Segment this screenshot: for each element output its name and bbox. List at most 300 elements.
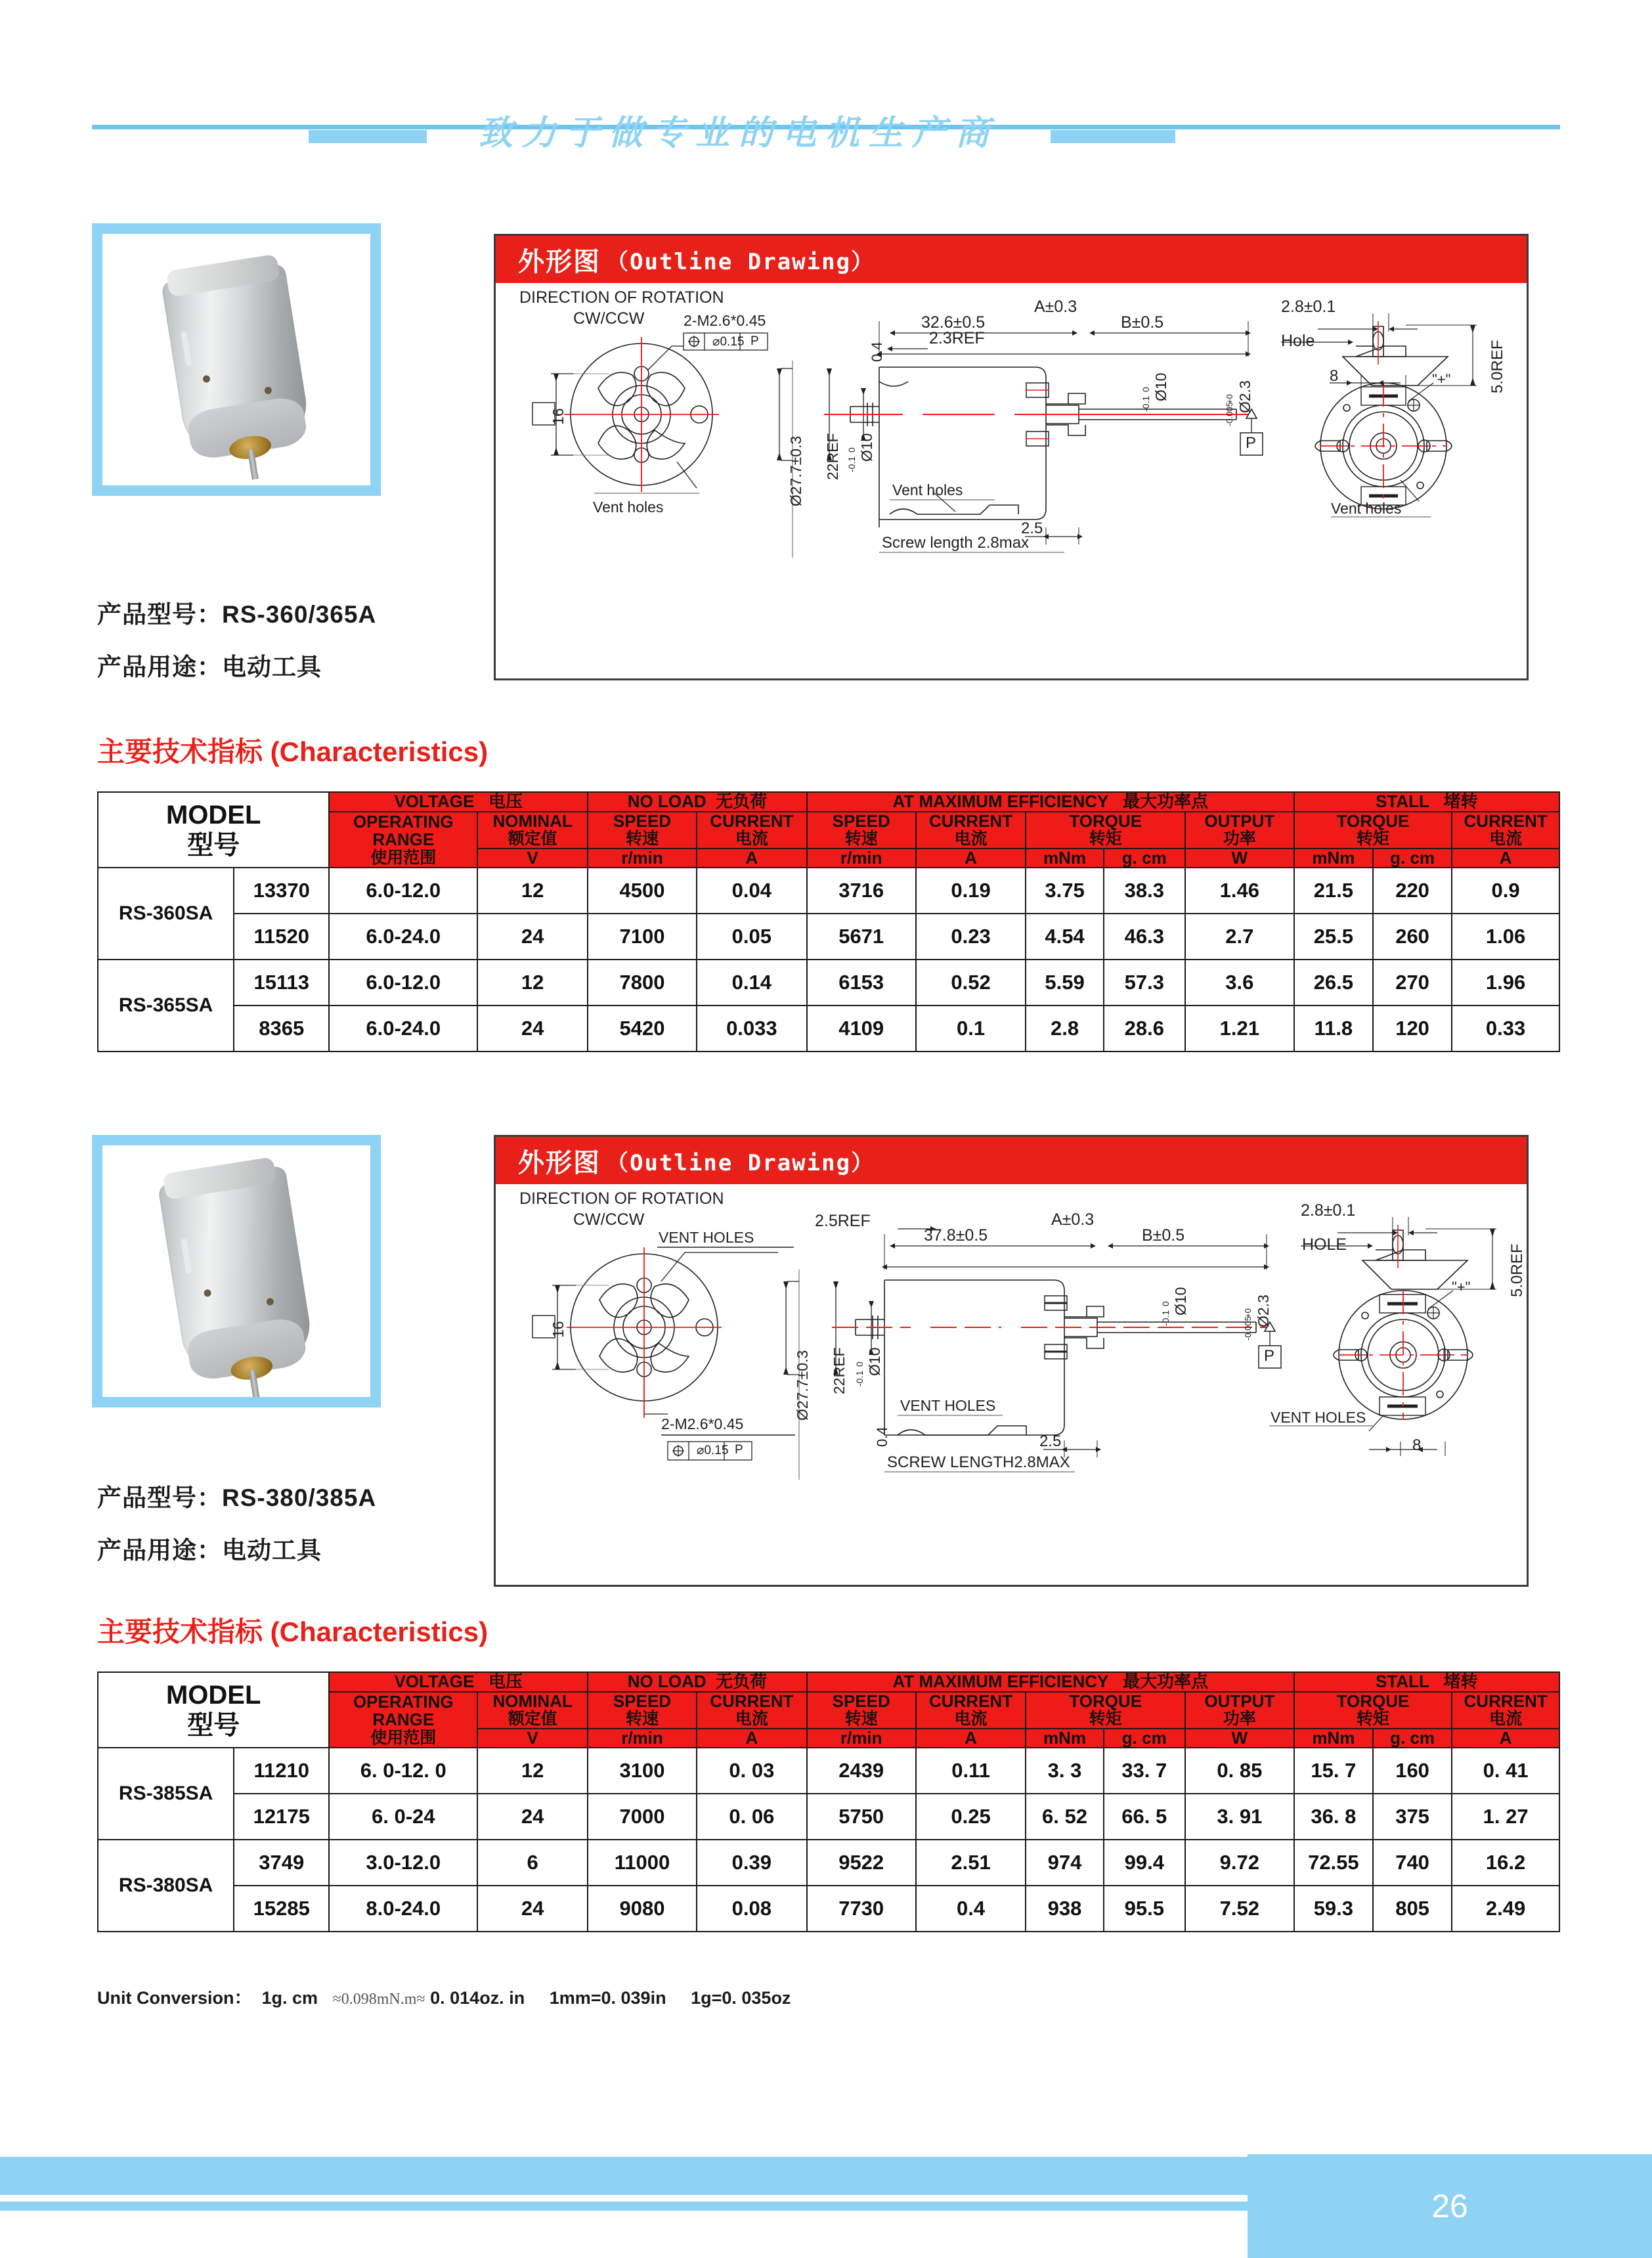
cell-st-current: 2.49: [1452, 1886, 1559, 1932]
table-2-stall-en: STALL: [1376, 1671, 1429, 1691]
dia-10-label-2: Ø10: [866, 1347, 883, 1376]
cell-output: 9.72: [1185, 1840, 1294, 1886]
cell-nl-speed: 3100: [588, 1748, 697, 1794]
table-2-col-st-current: [1452, 1692, 1559, 1729]
cell-me-torque-mnm: 3. 3: [1026, 1748, 1103, 1794]
table-2-unit-me-torque-mnm: mNm: [1026, 1729, 1103, 1748]
table-2-model-cell: [98, 1672, 329, 1748]
table-2-unit-nl-current: A: [697, 1729, 807, 1748]
unit-conversion-part1: 1g. cm: [261, 1988, 318, 2008]
screw-length-label-1: Screw length 2.8max: [882, 534, 1030, 552]
cell-st-current: 1.06: [1452, 914, 1559, 960]
dia-27-7-label-1: Ø27.7±0.3: [787, 435, 804, 506]
table-2-voltage-cn: 电压: [488, 1671, 523, 1691]
cell-st-current: 0. 41: [1452, 1748, 1559, 1794]
banner-cn-2: 外形图: [518, 1148, 601, 1178]
plus-mark-label-1: "+": [1432, 371, 1451, 387]
footer-bar: [0, 2157, 1405, 2195]
table-1-col-nominal-en: NOMINAL: [492, 810, 573, 831]
table-row: [98, 1886, 1559, 1932]
cell-range: 3.0-12.0: [329, 1840, 477, 1886]
dia-2-3-tol-dn-2: -0.005: [1243, 1316, 1253, 1340]
cell-me-current: 0.11: [916, 1748, 1026, 1794]
table-1-col-me-current-en: CURRENT: [928, 810, 1013, 831]
dia-2-3-tol-up-2: +0: [1243, 1308, 1253, 1318]
cell-nl-current: 0. 03: [697, 1748, 807, 1794]
product-usage-label-2: 产品用途：: [97, 1537, 222, 1564]
cell-me-torque-mnm: 974: [1026, 1840, 1103, 1886]
dia-10-shaft-tol-up-1: 0: [1141, 387, 1151, 392]
table-1-unit-me-speed: r/min: [807, 849, 916, 868]
table-2-group-header-row: [98, 1672, 1559, 1692]
cell-me-torque-mnm: 2.8: [1026, 1006, 1103, 1052]
cell-st-torque-mnm: 25.5: [1294, 914, 1373, 960]
table-1-col-nl-current: [697, 812, 807, 849]
table-1-unit-output: W: [1185, 849, 1294, 868]
table-2-maxeff-en: AT MAXIMUM EFFICIENCY: [892, 1671, 1109, 1691]
table-2-col-output-en: OUTPUT: [1204, 1691, 1275, 1711]
table-2-unit-me-torque-gcm: g. cm: [1104, 1729, 1185, 1748]
cell-me-torque-gcm: 57.3: [1104, 960, 1185, 1006]
cell-me-torque-gcm: 99.4: [1104, 1840, 1185, 1886]
table-2-model-cn: 型号: [187, 1710, 240, 1740]
table-1-col-output-cn: 功率: [1223, 830, 1256, 849]
product-photo-frame-2: [92, 1135, 381, 1407]
outline-drawing-svg-1: [496, 283, 1527, 680]
cell-me-torque-mnm: 938: [1026, 1886, 1103, 1932]
unit-conversion-label: Unit Conversion：: [97, 1988, 252, 2008]
characteristics-table-2: [97, 1671, 1560, 1932]
table-2-col-nl-speed-en: SPEED: [613, 1691, 672, 1711]
dim-B-label-2: B±0.5: [1142, 1226, 1185, 1245]
cell-nl-current: 0.14: [697, 960, 807, 1006]
table-2-unit-nominal: V: [477, 1729, 588, 1748]
motor-illustration-2: [158, 1165, 315, 1377]
cell-nl-speed: 4500: [588, 868, 697, 914]
cell-nl-speed: 9080: [588, 1886, 697, 1932]
cell-nl-current: 0.39: [697, 1840, 807, 1886]
table-2-col-nl-speed: [588, 1692, 697, 1729]
table-2-col-output: [1185, 1692, 1294, 1729]
cell-nl-speed: 11000: [588, 1840, 697, 1886]
unit-conversion-approx: ≈0.098mN.m≈: [332, 1991, 425, 2008]
cell-range: 8.0-24.0: [329, 1886, 477, 1932]
table-2-voltage-group: [329, 1672, 588, 1692]
outline-drawing-banner-2: [496, 1137, 1527, 1184]
table-1-maxeff-group: [807, 792, 1294, 812]
product-usage-row-2: [97, 1530, 322, 1566]
cell-code: 15285: [234, 1886, 329, 1932]
table-1-unit-st-torque-gcm: g. cm: [1373, 849, 1452, 868]
product-model-row-1: [97, 594, 376, 630]
cell-output: 7.52: [1185, 1886, 1294, 1932]
table-1-unit-st-torque-mnm: mNm: [1294, 849, 1373, 868]
cell-code: 15113: [234, 960, 329, 1006]
product-usage-row-1: [97, 647, 322, 682]
cell-range: 6.0-12.0: [329, 960, 477, 1006]
ref-22-label-2: 22REF: [831, 1347, 848, 1394]
cell-nl-current: 0.08: [697, 1886, 807, 1932]
cell-me-current: 0.25: [916, 1794, 1026, 1840]
cell-nominal: 12: [477, 868, 588, 914]
cell-nominal: 24: [477, 1794, 588, 1840]
table-1-voltage-cn: 电压: [488, 791, 523, 811]
product-model-value-1: RS-360/365A: [222, 601, 377, 628]
cell-me-current: 0.52: [916, 960, 1026, 1006]
table-1-col-st-torque-en: TORQUE: [1336, 810, 1410, 831]
outline-drawing-body-2: [496, 1184, 1527, 1585]
table-1-unit-nl-speed: r/min: [588, 849, 697, 868]
product-photo-2: [102, 1145, 370, 1397]
cell-me-torque-mnm: 6. 52: [1026, 1794, 1103, 1840]
table-1-col-st-current: [1452, 812, 1559, 849]
cell-st-torque-gcm: 740: [1373, 1840, 1452, 1886]
vent-holes-label-1-left: Vent holes: [593, 498, 664, 516]
table-2-col-me-current: [916, 1692, 1026, 1729]
product-usage-value-1: 电动工具: [222, 653, 322, 680]
cell-me-current: 0.23: [916, 914, 1026, 960]
table-2-noload-cn: 无负荷: [716, 1671, 768, 1691]
table-row: [98, 1794, 1559, 1840]
rotation-label-1b: CW/CCW: [573, 309, 645, 328]
cell-st-torque-gcm: 160: [1373, 1748, 1452, 1794]
table-1-noload-group: [588, 792, 807, 812]
cell-me-speed: 5750: [807, 1794, 916, 1840]
ref-5-0-label-1: 5.0REF: [1489, 340, 1506, 393]
thread-note-2: 2-M2.6*0.45: [661, 1415, 744, 1432]
cell-me-speed: 4109: [807, 1006, 916, 1052]
cell-nominal: 12: [477, 960, 588, 1006]
table-2-noload-group: [588, 1672, 807, 1692]
dia-10-tol-dn-2: -0.1: [854, 1370, 865, 1386]
dim-2-8-label-2: 2.8±0.1: [1301, 1201, 1356, 1220]
cell-nl-current: 0.04: [697, 868, 807, 914]
cell-me-speed: 9522: [807, 1840, 916, 1886]
table-row: [98, 1748, 1559, 1794]
vent-holes-label-2-left: VENT HOLES: [659, 1229, 754, 1246]
dim-37-8-label-2: 37.8±0.5: [924, 1226, 988, 1245]
table-2-col-me-speed: [807, 1692, 916, 1729]
table-1-col-nominal: [477, 812, 588, 849]
cell-nl-speed: 7800: [588, 960, 697, 1006]
cell-st-torque-gcm: 260: [1373, 914, 1452, 960]
cell-st-current: 1.96: [1452, 960, 1559, 1006]
cell-output: 0. 85: [1185, 1748, 1294, 1794]
table-1-col-operating-range: [329, 812, 477, 868]
table-2-maxeff-group: [807, 1672, 1294, 1692]
cell-st-torque-gcm: 805: [1373, 1886, 1452, 1932]
section-heading-2: 主要技术指标 (Characteristics): [97, 1616, 489, 1647]
table-2-model-rs385: RS-385SA: [98, 1748, 234, 1840]
characteristics-table-1: [97, 791, 1560, 1052]
table-row: [98, 868, 1559, 914]
cell-output: 3.6: [1185, 960, 1294, 1006]
dia-2-3-label-2: Ø2.3: [1255, 1295, 1272, 1327]
table-2-col-me-current-cn: 电流: [954, 1710, 988, 1729]
fcf-tolerance-1: ⌀0.15: [712, 335, 745, 349]
product-model-label-2: 产品型号：: [97, 1484, 222, 1511]
cell-nl-current: 0. 06: [697, 1794, 807, 1840]
table-1-model-rs360: RS-360SA: [98, 868, 234, 960]
cell-st-torque-gcm: 120: [1373, 1006, 1452, 1052]
table-1-col-nl-speed-cn: 转速: [626, 830, 659, 849]
table-2-col-st-torque: [1294, 1692, 1452, 1729]
cell-code: 8365: [234, 1006, 329, 1052]
cell-me-torque-gcm: 66. 5: [1104, 1794, 1185, 1840]
table-1-col-nl-current-en: CURRENT: [710, 810, 794, 831]
dim-0-4-label-2: 0.4: [874, 1427, 890, 1447]
cell-nl-speed: 7100: [588, 914, 697, 960]
outline-drawing-svg-2: [496, 1184, 1527, 1586]
table-1-group-header-row: [98, 792, 1559, 812]
fcf-datum-2: P: [735, 1443, 743, 1457]
table-1-col-me-torque-cn: 转矩: [1089, 830, 1122, 849]
table-1-unit-st-current: A: [1452, 849, 1559, 868]
cell-output: 2.7: [1185, 914, 1294, 960]
cell-st-torque-mnm: 72.55: [1294, 1840, 1373, 1886]
table-2-unit-st-torque-gcm: g. cm: [1373, 1729, 1452, 1748]
cell-me-speed: 7730: [807, 1886, 916, 1932]
table-2-col-output-cn: 功率: [1223, 1710, 1256, 1729]
footer-bar-thin: [0, 2202, 1379, 2211]
cell-me-torque-mnm: 5.59: [1026, 960, 1103, 1006]
table-1-stall-group: [1294, 792, 1559, 812]
table-1-col-nl-current-cn: 电流: [735, 830, 768, 849]
table-1-col-me-speed: [807, 812, 916, 849]
table-1-col-me-current: [916, 812, 1026, 849]
dim-2-8-label-1: 2.8±0.1: [1281, 298, 1336, 316]
cell-range: 6.0-12.0: [329, 868, 477, 914]
table-row: [98, 914, 1559, 960]
hole-label-2: HOLE: [1302, 1235, 1347, 1254]
cell-me-speed: 5671: [807, 914, 916, 960]
table-1-col-output: [1185, 812, 1294, 849]
table-2-col-me-current-en: CURRENT: [928, 1691, 1013, 1711]
datum-p-label-1: P: [1246, 434, 1257, 452]
header-dash-left: [309, 130, 427, 143]
table-1-col-operating-range-cn: 使用范围: [370, 848, 437, 867]
table-2-col-me-speed-en: SPEED: [832, 1691, 890, 1711]
dim-0-4-label-1: 0.4: [869, 342, 885, 362]
table-row: [98, 1840, 1559, 1886]
ref-22-label-1: 22REF: [824, 433, 841, 480]
product-model-label-1: 产品型号：: [97, 601, 222, 628]
table-1-noload-en: NO LOAD: [627, 791, 706, 811]
table-2-col-me-speed-cn: 转速: [844, 1710, 878, 1729]
table-2-unit-me-current: A: [916, 1729, 1026, 1748]
unit-conversion-part2: 0. 014oz. in: [430, 1988, 525, 2008]
product-model-row-2: [97, 1478, 376, 1513]
cell-me-current: 0.1: [916, 1006, 1026, 1052]
banner-cn-1: 外形图: [518, 247, 601, 277]
cell-me-speed: 3716: [807, 868, 916, 914]
cell-st-current: 0.9: [1452, 868, 1559, 914]
table-2-col-st-current-en: CURRENT: [1464, 1691, 1548, 1711]
table-2-col-me-torque-en: TORQUE: [1069, 1691, 1142, 1711]
dim-B-label-1: B±0.5: [1121, 313, 1164, 332]
cell-nominal: 12: [477, 1748, 588, 1794]
rotation-label-2a: DIRECTION OF ROTATION: [519, 1189, 724, 1208]
table-2-stall-group: [1294, 1672, 1559, 1692]
cell-code: 12175: [234, 1794, 329, 1840]
dia-10-tol-up-2: 0: [854, 1361, 865, 1367]
dia-10-shaft-tol-dn-1: -0.1: [1141, 395, 1151, 412]
table-1-stall-en: STALL: [1376, 791, 1429, 811]
cell-output: 3. 91: [1185, 1794, 1294, 1840]
dia-10-tol-up-1: 0: [846, 447, 857, 453]
ref-2-3-label-1: 2.3REF: [929, 329, 985, 347]
table-2-unit-nl-speed: r/min: [588, 1729, 697, 1748]
cell-me-speed: 6153: [807, 960, 916, 1006]
banner-en-2: （Outline Drawing）: [606, 1149, 875, 1176]
table-2-voltage-en: VOLTAGE: [394, 1671, 475, 1691]
table-1-col-nl-speed-en: SPEED: [613, 810, 672, 831]
vent-holes-label-2-mid: VENT HOLES: [900, 1397, 996, 1414]
cell-st-current: 1. 27: [1452, 1794, 1559, 1840]
table-2-col-me-torque: [1026, 1692, 1185, 1729]
table-1-unit-me-torque-mnm: mNm: [1026, 849, 1103, 868]
table-1-stall-cn: 堵转: [1443, 791, 1478, 811]
table-row: [98, 1006, 1559, 1052]
table-2-stall-cn: 堵转: [1443, 1671, 1478, 1691]
table-1-col-me-current-cn: 电流: [954, 830, 988, 849]
cell-me-torque-gcm: 95.5: [1104, 1886, 1185, 1932]
table-1-col-st-torque: [1294, 812, 1452, 849]
table-1-col-me-torque: [1026, 812, 1185, 849]
cell-output: 1.21: [1185, 1006, 1294, 1052]
dim-16-label-1: 16: [550, 408, 567, 425]
page-title: 致力于做专业的电机生产商: [478, 115, 999, 152]
vent-holes-label-1-right: Vent holes: [1331, 500, 1402, 517]
outline-drawing-panel-1: [494, 234, 1529, 680]
table-2-col-st-current-cn: 电流: [1489, 1710, 1523, 1729]
dim-32-6-label-1: 32.6±0.5: [921, 313, 986, 332]
rotation-label-1a: DIRECTION OF ROTATION: [519, 288, 724, 307]
cell-nl-speed: 5420: [588, 1006, 697, 1052]
unit-conversion-part4: 1g=0. 035oz: [691, 1988, 791, 2008]
product-photo-1: [102, 234, 370, 485]
dim-8-label-2: 8: [1412, 1436, 1422, 1454]
table-2-col-nl-speed-cn: 转速: [626, 1710, 659, 1729]
dim-2-5-label-1: 2.5: [1021, 520, 1043, 537]
table-2-maxeff-cn: 最大功率点: [1123, 1671, 1209, 1691]
product-photo-frame-1: [92, 223, 381, 496]
cell-me-speed: 2439: [807, 1748, 916, 1794]
cell-range: 6. 0-24: [329, 1794, 477, 1840]
cell-st-torque-mnm: 15. 7: [1294, 1748, 1373, 1794]
vent-holes-label-2-right: VENT HOLES: [1271, 1409, 1366, 1426]
table-row: [98, 960, 1559, 1006]
dim-A-label-1: A±0.3: [1034, 298, 1077, 316]
outline-drawing-body-1: [496, 283, 1527, 678]
cell-code: 11210: [234, 1748, 329, 1794]
dia-2-3-tol-dn-1: -0.005: [1225, 402, 1234, 426]
table-1-col-me-torque-en: TORQUE: [1069, 810, 1142, 831]
table-1-maxeff-cn: 最大功率点: [1123, 791, 1209, 811]
dia-27-7-label-2: Ø27.7±0.3: [794, 1350, 811, 1421]
table-1-col-st-current-cn: 电流: [1489, 830, 1523, 849]
cell-range: 6.0-24.0: [329, 1006, 477, 1052]
dim-A-label-2: A±0.3: [1051, 1210, 1095, 1229]
table-2-unit-st-torque-mnm: mNm: [1294, 1729, 1373, 1748]
cell-st-torque-gcm: 375: [1373, 1794, 1452, 1840]
cell-nominal: 24: [477, 914, 588, 960]
fcf-tolerance-2: ⌀0.15: [697, 1444, 729, 1457]
table-1-col-nl-speed: [588, 812, 697, 849]
cell-code: 13370: [234, 868, 329, 914]
table-1-voltage-en: VOLTAGE: [394, 791, 475, 811]
table-1-voltage-group: [329, 792, 588, 812]
header-dash-right: [1051, 130, 1175, 143]
table-2-col-nominal-en: NOMINAL: [492, 1691, 573, 1711]
datum-p-label-2: P: [1264, 1347, 1275, 1365]
dim-8-label-1: 8: [1330, 367, 1339, 385]
cell-st-torque-mnm: 11.8: [1294, 1006, 1373, 1052]
cell-me-current: 2.51: [916, 1840, 1026, 1886]
outline-drawing-banner-1: [496, 236, 1527, 283]
dia-2-3-tol-up-1: +0: [1225, 394, 1234, 404]
product-usage-label-1: 产品用途：: [97, 653, 222, 680]
product-model-value-2: RS-380/385A: [222, 1484, 377, 1511]
table-2-col-st-torque-en: TORQUE: [1336, 1691, 1410, 1711]
ref-2-5-label-2: 2.5REF: [815, 1212, 871, 1230]
table-2-col-st-torque-cn: 转矩: [1356, 1710, 1389, 1729]
cell-st-torque-gcm: 270: [1373, 960, 1452, 1006]
cell-code: 11520: [234, 914, 329, 960]
screw-length-label-2: SCREW LENGTH2.8MAX: [887, 1453, 1070, 1471]
cell-me-torque-mnm: 4.54: [1026, 914, 1103, 960]
cell-st-torque-mnm: 26.5: [1294, 960, 1373, 1006]
product-usage-value-2: 电动工具: [222, 1537, 322, 1564]
cell-st-torque-gcm: 220: [1373, 868, 1452, 914]
cell-me-current: 0.4: [916, 1886, 1026, 1932]
cell-me-torque-gcm: 33. 7: [1104, 1748, 1185, 1794]
table-2-col-nl-current-en: CURRENT: [710, 1691, 794, 1711]
cell-me-torque-gcm: 28.6: [1104, 1006, 1185, 1052]
table-1-unit-nominal: V: [477, 849, 588, 868]
dia-10-shaft-label-1: Ø10: [1152, 372, 1169, 401]
dim-2-5-label-2: 2.5: [1039, 1432, 1062, 1450]
table-1-unit-me-current: A: [916, 849, 1026, 868]
table-1-model-cn: 型号: [187, 830, 240, 860]
table-1-col-nominal-cn: 额定值: [508, 830, 557, 849]
vent-holes-label-1-mid: Vent holes: [892, 481, 963, 498]
table-1-col-output-en: OUTPUT: [1204, 810, 1275, 831]
fcf-datum-1: P: [750, 334, 759, 348]
banner-en-1: （Outline Drawing）: [606, 248, 875, 275]
hole-label-1: Hole: [1281, 332, 1315, 350]
table-2-col-nominal-cn: 额定值: [508, 1710, 557, 1729]
motor-illustration-1: [161, 263, 312, 456]
table-2-model-rs380: RS-380SA: [98, 1840, 234, 1932]
dia-10-shaft-tol-dn-2: -0.1: [1160, 1310, 1171, 1326]
cell-st-current: 0.33: [1452, 1006, 1559, 1052]
table-1-col-operating-range-en: OPERATING RANGE: [353, 811, 454, 850]
table-1-model-en: MODEL: [165, 800, 261, 830]
cell-nominal: 24: [477, 1886, 588, 1932]
table-1-model-cell: [98, 792, 329, 868]
cell-nl-current: 0.033: [697, 1006, 807, 1052]
section-heading-1: 主要技术指标 (Characteristics): [97, 736, 489, 767]
cell-nominal: 6: [477, 1840, 588, 1886]
table-2-unit-st-current: A: [1452, 1729, 1559, 1748]
cell-st-torque-mnm: 36. 8: [1294, 1794, 1373, 1840]
table-2-noload-en: NO LOAD: [627, 1671, 706, 1691]
dia-10-label-1: Ø10: [858, 433, 875, 462]
plus-mark-label-2: "+": [1452, 1279, 1471, 1295]
cell-me-current: 0.19: [916, 868, 1026, 914]
table-2-col-me-torque-cn: 转矩: [1089, 1710, 1122, 1729]
